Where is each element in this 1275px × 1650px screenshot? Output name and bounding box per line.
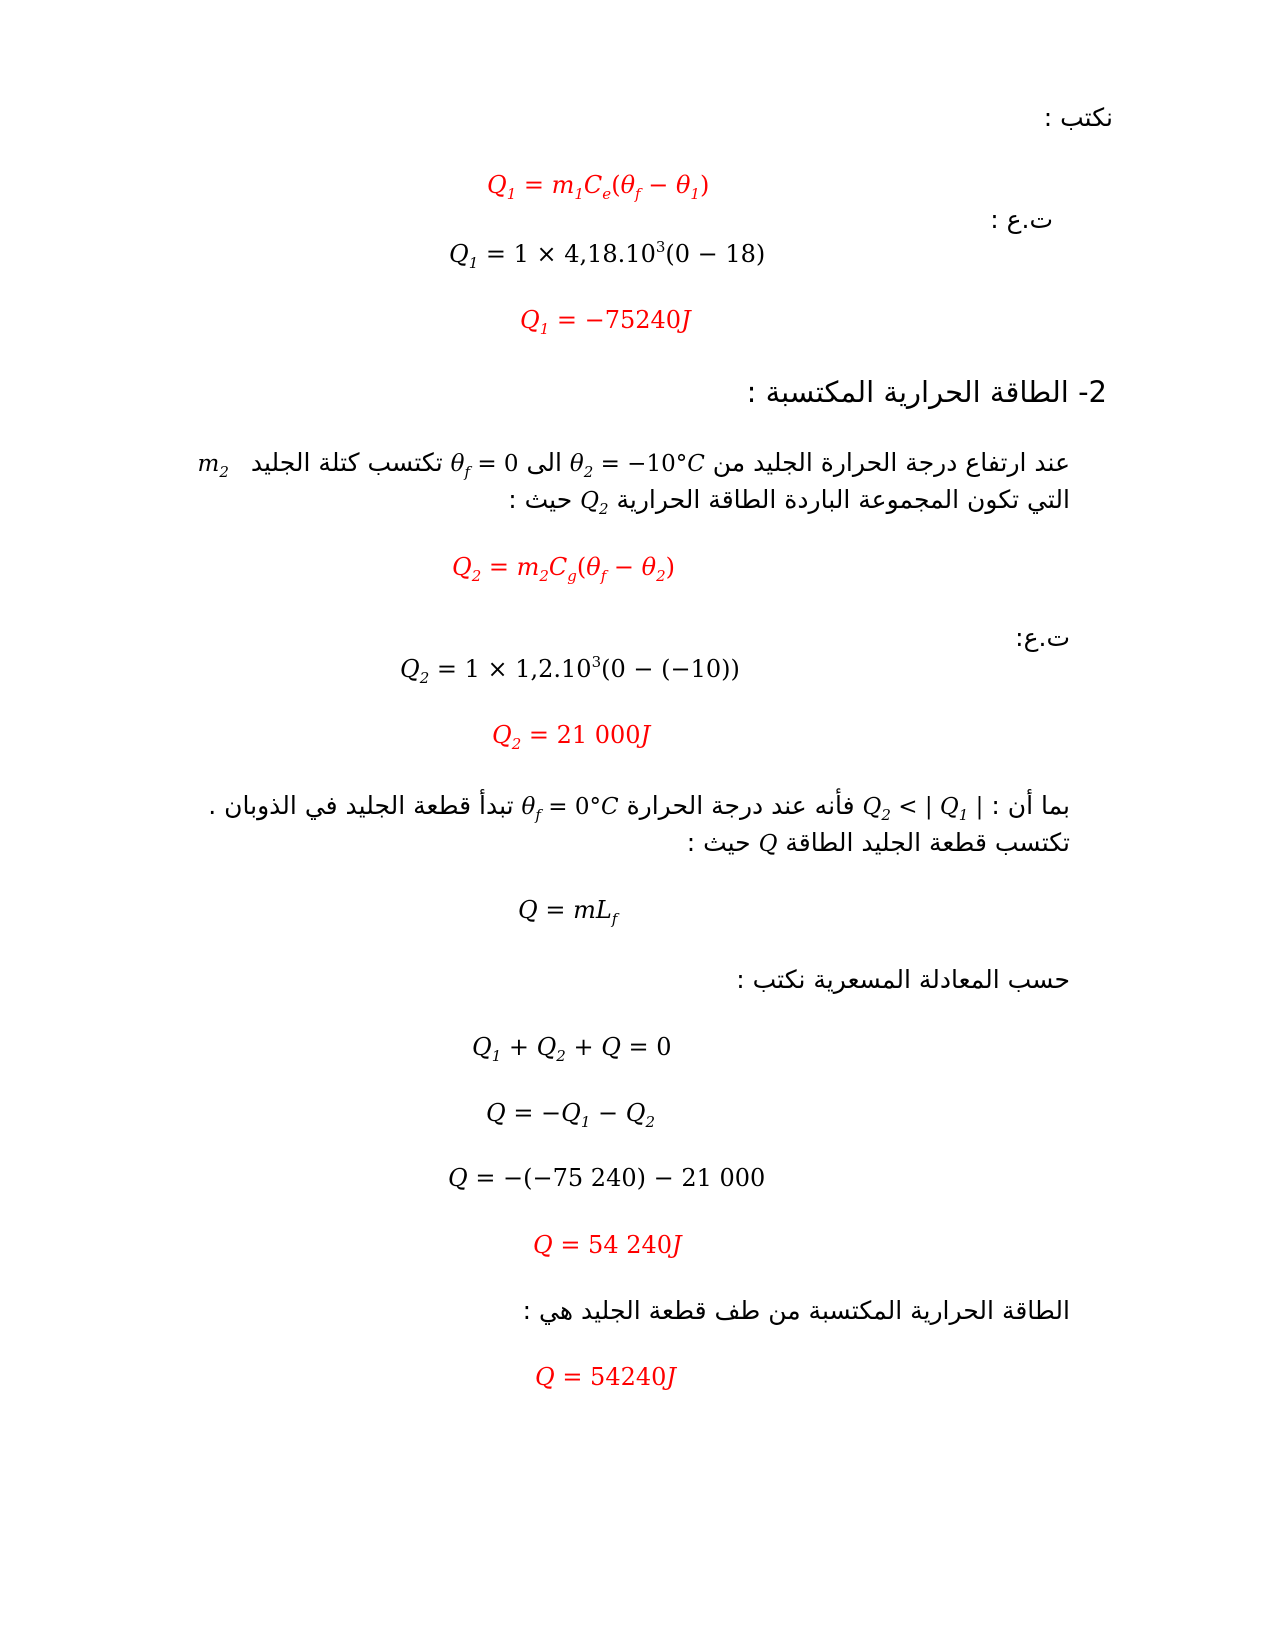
paragraph-1-text-a: عند ارتفاع درجة الحرارة الجليد من [712,448,1070,477]
section-heading-2: 2- الطاقة الحرارية المكتسبة : [746,375,1107,409]
paragraph-1-text-b: الى [526,448,562,477]
equation-q1-formula: $Q_1 = m_1C_e(\theta_f - \theta_1)$ [487,171,710,203]
inline-thetaf-value: $\theta_f = 0$ [450,451,519,481]
label-te-1: ت.ع : [990,205,1053,234]
equation-q-final: Q = 54240J [535,1363,677,1391]
label-te-2: ت.ع: [1015,623,1070,652]
paragraph-1-line-1 [110,445,1070,482]
equation-q-substitution: Q = −(−75 240) − 21 000 [448,1164,766,1192]
inline-theta2-value: $\theta_2 = -10^\circ C$ [569,451,705,481]
inline-q: Q [758,831,778,857]
paragraph-2-text-b: حيث : [508,485,573,514]
paragraph-3-text-b: فأنه عند درجة الحرارة [626,791,855,820]
equation-balance: $Q_1 + Q_2 + Q = 0$ [472,1033,672,1065]
equation-q1-substitution: $Q_1 = 1 \times 4,18.10^3(0 - 18)$ [449,238,766,272]
paragraph-5: حسب المعادلة المسعرية نكتب : [736,965,1070,994]
paragraph-4-text-b: حيث : [686,828,751,857]
inline-thetaf-0c: $\theta_f = 0^\circ C$ [521,794,619,824]
paragraph-3-text-a: بما أن : [991,791,1070,820]
paragraph-2-text-a: التي تكون المجموعة الباردة الطاقة الحرارية [616,485,1070,514]
paragraph-3-line-1 [208,788,1070,825]
equation-q2-formula: $Q_2 = m_2C_g(\theta_f - \theta_2)$ [452,553,676,585]
equation-q-solve: $Q = -Q_1 - Q_2$ [486,1099,656,1131]
equation-q2-result: $Q_2 = 21$ 000J [492,721,651,753]
inline-m2: $m_2$ [197,451,229,481]
label-nktb: نكتب : [1043,103,1113,132]
paragraph-1-text-c: تكتسب كتلة الجليد [250,448,443,477]
inline-comparison: $Q_2$ < | $Q_1$ | [862,794,984,824]
paragraph-3-text-c: تبدأ قطعة الجليد في الذوبان . [208,791,514,820]
paragraph-3-line-2 [687,825,1070,862]
equation-q2-substitution: $Q_2 = 1 \times 1,2.10^3(0 - (-10))$ [400,653,740,687]
paragraph-6: الطاقة الحرارية المكتسبة من طف قطعة الجليد هي : [522,1296,1070,1325]
equation-q1-result: $Q_1 = -75240J$ [520,306,691,338]
paragraph-4-text-a: تكتسب قطعة الجليد الطاقة [785,828,1070,857]
inline-q2: $Q_2$ [580,488,609,518]
equation-q-result: Q = 54 240J [533,1231,682,1259]
equation-q-latent: $Q = mL_f$ [518,896,618,928]
paragraph-1-line-2 [508,482,1070,519]
